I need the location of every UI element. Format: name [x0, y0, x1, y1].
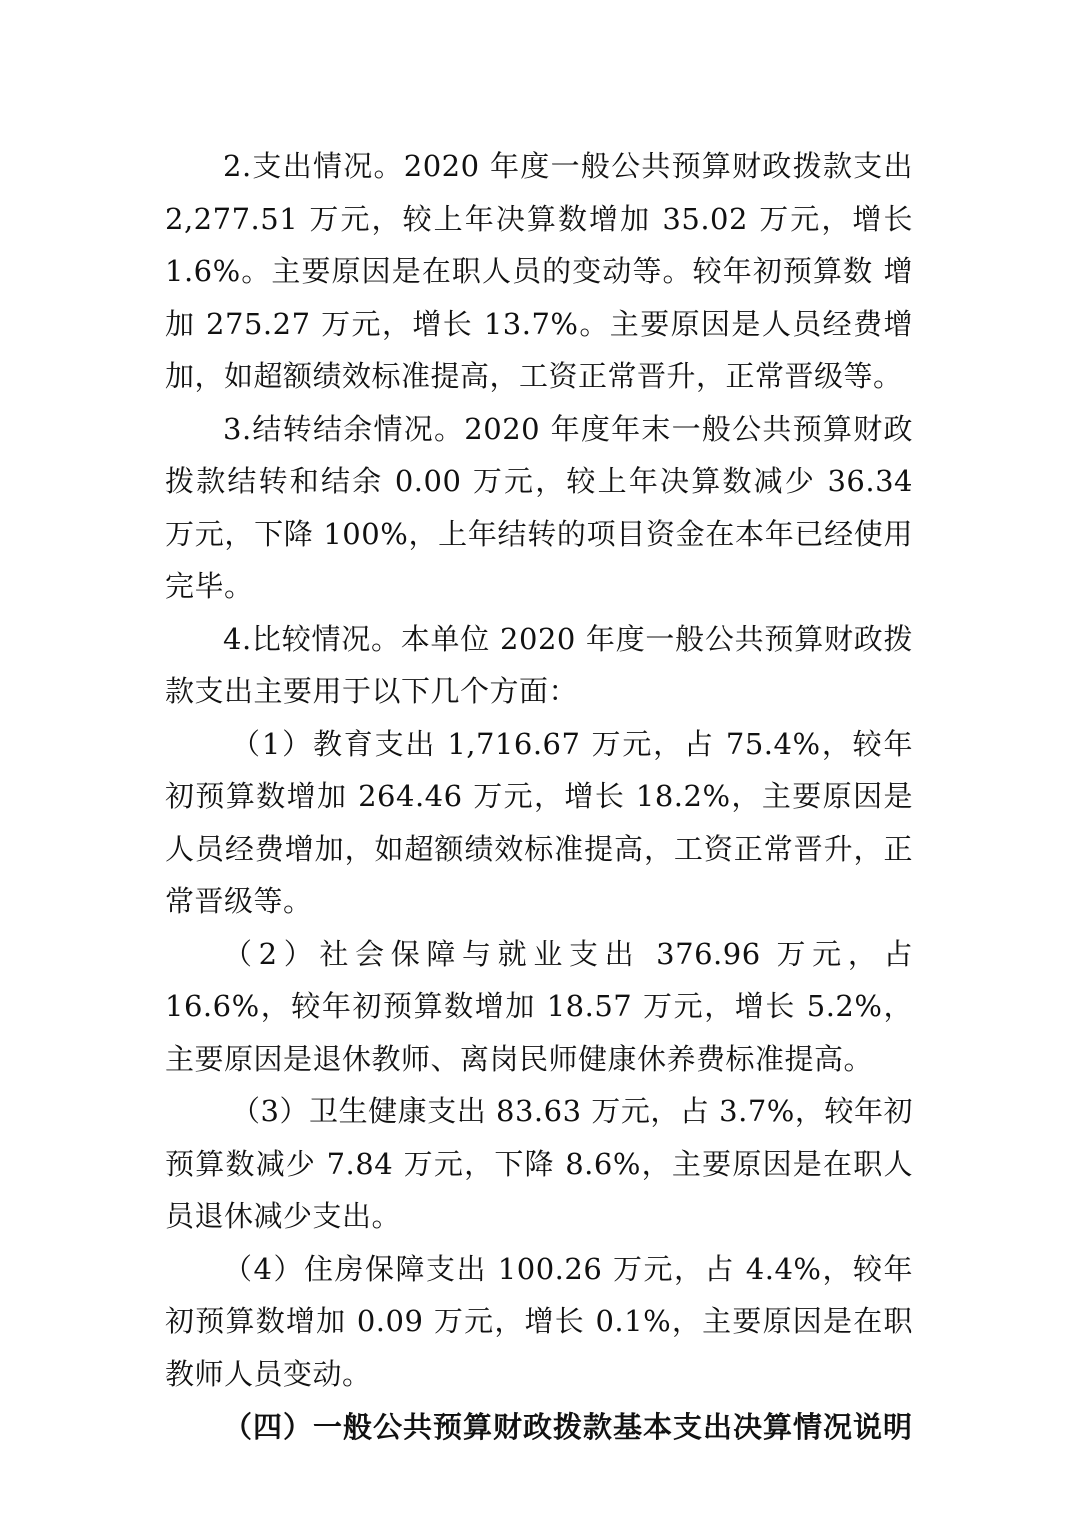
document-body [165, 140, 913, 1454]
paragraph-expenditure: 2.支出情况。2020 年度一般公共预算财政拨款支出 2,277.51 万元，较上年决算数增加 35.02 万元，增长 1.6%。主要原因是在职人员的变动等。较年初预算数 增加 275.27 万元，增长 13.7%。主要原因是人员经费增加，如超额绩效标准提高，工资正常晋升，正常晋级等。 [165, 149, 913, 393]
paragraph-item-education: （1）教育支出 1,716.67 万元，占 75.4%，较年初预算数增加 264.46 万元，增长 18.2%，主要原因是人员经费增加，如超额绩效标准提高，工资正常晋升，正常晋级等。 [165, 726, 913, 918]
section-heading: （四）一般公共预算财政拨款基本支出决算情况说明 [223, 1410, 914, 1444]
paragraph-comparison: 4.比较情况。本单位 2020 年度一般公共预算财政拨款支出主要用于以下几个方面： [165, 621, 913, 708]
paragraph-item-social-security: （2）社会保障与就业支出 376.96 万元，占 16.6%，较年初预算数增加 18.57 万元，增长 5.2%，主要原因是退休教师、离岗民师健康休养费标准提高。 [165, 936, 913, 1076]
paragraph-item-housing: （4）住房保障支出 100.26 万元，占 4.4%，较年初预算数增加 0.09 万元，增长 0.1%，主要原因是在职教师人员变动。 [165, 1251, 913, 1391]
paragraph-item-health: （3）卫生健康支出 83.63 万元，占 3.7%，较年初预算数减少 7.84 万元，下降 8.6%，主要原因是在职人员退休减少支出。 [165, 1094, 913, 1233]
paragraph-carryover: 3.结转结余情况。2020 年度年末一般公共预算财政拨款结转和结余 0.00 万元，较上年决算数减少 36.34 万元，下降 100%，上年结转的项目资金在本年已经使用完毕。 [165, 411, 913, 603]
